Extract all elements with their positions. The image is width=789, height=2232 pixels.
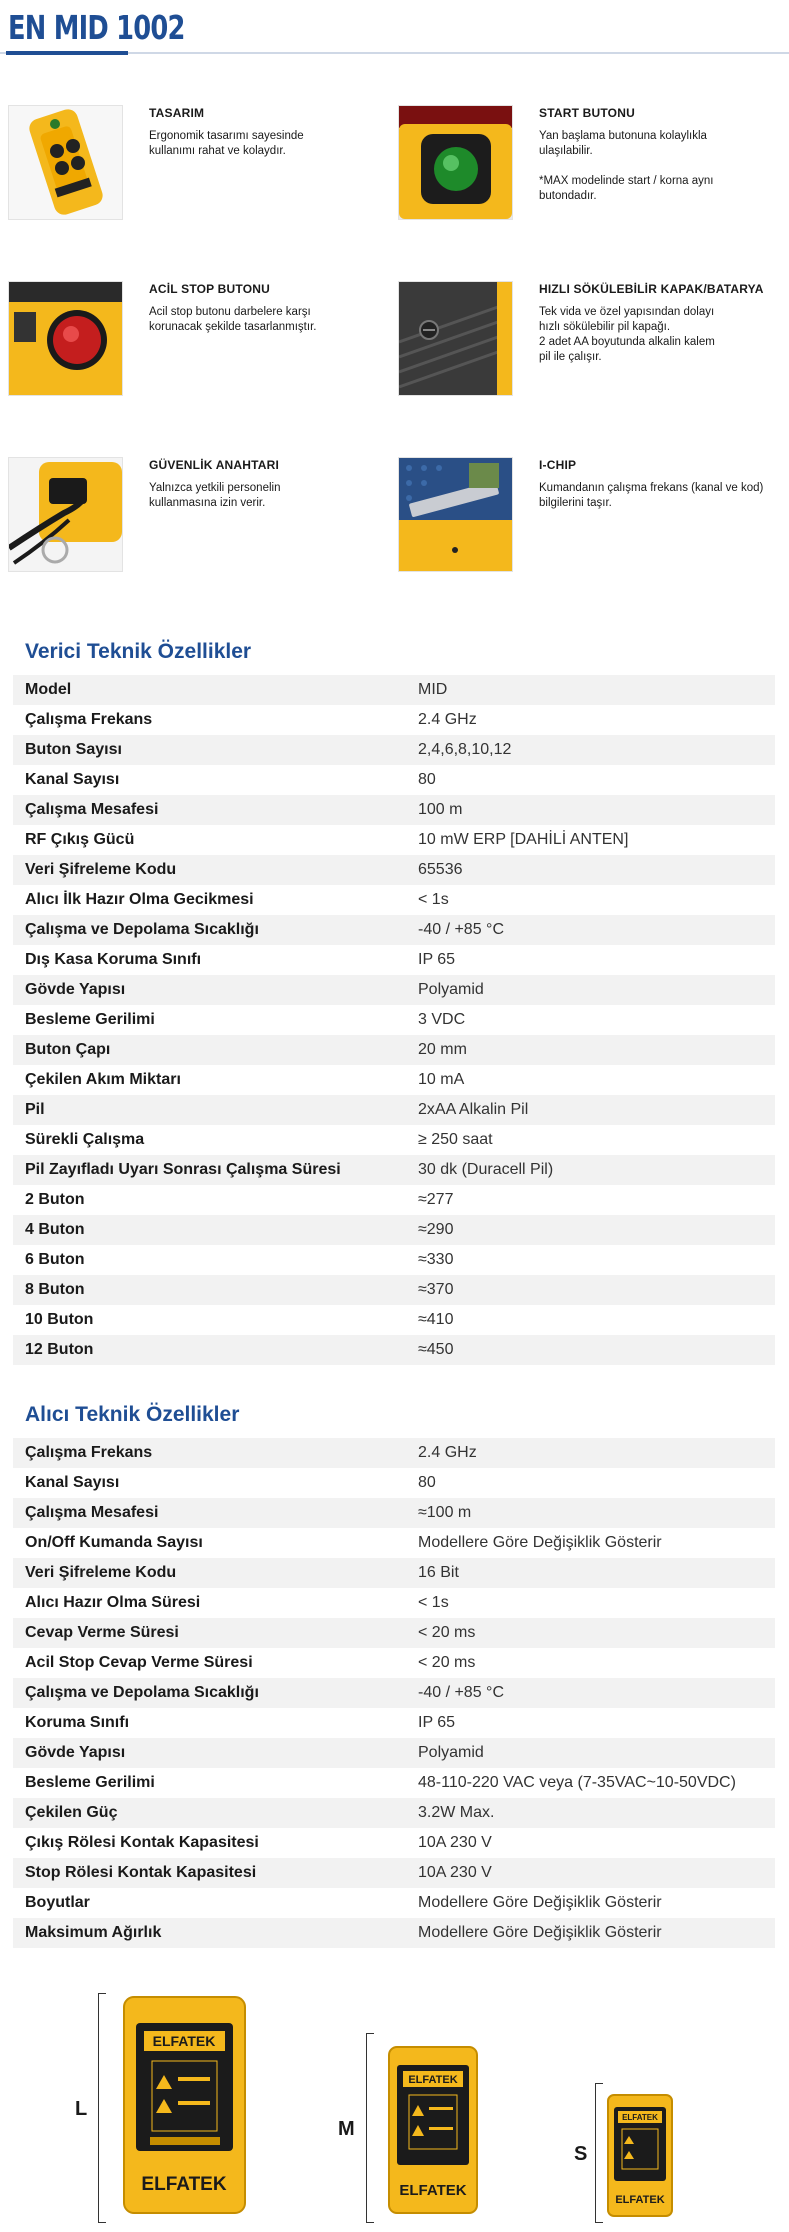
receiver-box-small [606, 2093, 674, 2223]
spec-row [13, 1468, 775, 1498]
spec-row [13, 1558, 775, 1588]
spec-row [13, 915, 775, 945]
size-label-m: M [338, 2118, 355, 2140]
chip-icon [398, 457, 513, 572]
spec-label: 2 Buton [25, 1191, 85, 1208]
spec-row [13, 675, 775, 705]
spec-value: Modellere Göre Değişiklik Gösterir [418, 1894, 662, 1911]
feature-title: I-CHIP [539, 458, 577, 472]
spec-value: 2.4 GHz [418, 711, 477, 728]
feature-guvenlik-anahtari [8, 457, 388, 572]
remote-control-icon [8, 105, 123, 220]
size-bracket-l [98, 1993, 106, 2223]
spec-label: On/Off Kumanda Sayısı [25, 1534, 203, 1551]
spec-label: Model [25, 681, 72, 698]
spec-row [13, 1335, 775, 1365]
spec-row [13, 1588, 775, 1618]
spec-value: ≈450 [418, 1341, 454, 1358]
spec-value: ≈370 [418, 1281, 454, 1298]
feature-tasarim [8, 105, 388, 220]
spec-value: 65536 [418, 861, 463, 878]
spec-label: Kanal Sayısı [25, 1474, 120, 1491]
spec-row [13, 735, 775, 765]
feature-acil-stop [8, 281, 388, 396]
feature-kapak-batarya [398, 281, 778, 396]
spec-row [13, 1438, 775, 1468]
spec-value: 10A 230 V [418, 1834, 492, 1851]
page-title: EN MID 1002 [8, 8, 185, 47]
spec-label: 6 Buton [25, 1251, 85, 1268]
spec-row [13, 1065, 775, 1095]
spec-value: -40 / +85 °C [418, 1684, 504, 1701]
feature-title: TASARIM [149, 106, 205, 120]
feature-description: Acil stop butonu darbelere karşı korunacak şekilde tasarlanmıştır. [149, 306, 317, 333]
spec-row [13, 1798, 775, 1828]
spec-label: Veri Şifreleme Kodu [25, 861, 177, 878]
feature-title: GÜVENLİK ANAHTARI [149, 458, 280, 472]
spec-value: < 20 ms [418, 1654, 476, 1671]
spec-label: Çekilen Güç [25, 1804, 118, 1821]
spec-row [13, 1828, 775, 1858]
spec-row [13, 1918, 775, 1948]
spec-label: Boyutlar [25, 1894, 90, 1911]
spec-label: Besleme Gerilimi [25, 1774, 155, 1791]
spec-label: Pil [25, 1101, 45, 1118]
product-brand-top: ELFATEK [152, 2033, 216, 2049]
spec-value: ≈330 [418, 1251, 454, 1268]
spec-value: 3 VDC [418, 1011, 466, 1028]
spec-label: Çalışma Mesafesi [25, 1504, 159, 1521]
spec-label: Kanal Sayısı [25, 771, 120, 788]
start-button-icon [398, 105, 513, 220]
spec-row [13, 885, 775, 915]
product-brand: ELFATEK [141, 2174, 227, 2195]
spec-row [13, 1708, 775, 1738]
spec-row [13, 1125, 775, 1155]
spec-label: Çalışma Frekans [25, 1444, 153, 1461]
spec-value: < 20 ms [418, 1624, 476, 1641]
feature-title: ACİL STOP BUTONU [149, 282, 270, 296]
spec-value: 30 dk (Duracell Pil) [418, 1161, 554, 1178]
spec-value: IP 65 [418, 1714, 456, 1731]
spec-label: Sürekli Çalışma [25, 1131, 145, 1148]
spec-label: Veri Şifreleme Kodu [25, 1564, 177, 1581]
feature-title: START BUTONU [539, 106, 635, 120]
spec-row [13, 1618, 775, 1648]
spec-label: Çıkış Rölesi Kontak Kapasitesi [25, 1834, 259, 1851]
receiver-box-large [122, 1995, 247, 2220]
spec-label: Dış Kasa Koruma Sınıfı [25, 951, 202, 968]
spec-value: 10A 230 V [418, 1864, 492, 1881]
spec-value: IP 65 [418, 951, 456, 968]
spec-value: 48-110-220 VAC veya (7-35VAC~10-50VDC) [418, 1774, 736, 1791]
emergency-stop-icon [8, 281, 123, 396]
spec-label: Alıcı İlk Hazır Olma Gecikmesi [25, 891, 254, 908]
feature-i-chip [398, 457, 778, 572]
spec-value: Polyamid [418, 981, 484, 998]
spec-row [13, 1498, 775, 1528]
spec-row [13, 975, 775, 1005]
product-brand-top: ELFATEK [622, 2113, 658, 2122]
spec-row [13, 1005, 775, 1035]
page-header [0, 0, 789, 58]
spec-value: 20 mm [418, 1041, 467, 1058]
spec-value: ≈290 [418, 1221, 454, 1238]
spec-value: ≈100 m [418, 1504, 472, 1521]
spec-label: Buton Sayısı [25, 741, 122, 758]
spec-label: Cevap Verme Süresi [25, 1624, 179, 1641]
product-brand-top: ELFATEK [408, 2074, 458, 2086]
spec-label: Çalışma ve Depolama Sıcaklığı [25, 921, 259, 938]
feature-description: Yan başlama butonuna kolaylıkla ulaşılabilir. *MAX modelinde start / korna aynı butondadır. [539, 130, 714, 202]
spec-row [13, 1245, 775, 1275]
spec-row [13, 1275, 775, 1305]
spec-label: Çalışma Mesafesi [25, 801, 159, 818]
spec-value: Modellere Göre Değişiklik Gösterir [418, 1534, 662, 1551]
spec-label: Çalışma ve Depolama Sıcaklığı [25, 1684, 259, 1701]
feature-description: Kumandanın çalışma frekans (kanal ve kod) bilgilerini taşır. [539, 482, 764, 509]
spec-value: < 1s [418, 1594, 449, 1611]
spec-row [13, 795, 775, 825]
spec-label: Çalışma Frekans [25, 711, 153, 728]
product-brand: ELFATEK [399, 2182, 467, 2199]
feature-description: Yalnızca yetkili personelin kullanmasına izin verir. [149, 482, 281, 509]
spec-row [13, 1305, 775, 1335]
spec-label: Pil Zayıfladı Uyarı Sonrası Çalışma Süresi [25, 1161, 341, 1178]
spec-label: Gövde Yapısı [25, 981, 126, 998]
size-bracket-m [366, 2033, 374, 2223]
spec-value: 2.4 GHz [418, 1444, 477, 1461]
spec-value: -40 / +85 °C [418, 921, 504, 938]
spec-row [13, 945, 775, 975]
spec-label: Acil Stop Cevap Verme Süresi [25, 1654, 253, 1671]
header-accent-bar [6, 51, 128, 55]
spec-row [13, 1888, 775, 1918]
spec-label: Maksimum Ağırlık [25, 1924, 162, 1941]
spec-value: ≈410 [418, 1311, 454, 1328]
spec-row [13, 1768, 775, 1798]
size-bracket-s [595, 2083, 603, 2223]
feature-title: HIZLI SÖKÜLEBİLİR KAPAK/BATARYA [539, 282, 764, 296]
spec-row [13, 1095, 775, 1125]
spec-value: 80 [418, 1474, 436, 1491]
spec-row [13, 855, 775, 885]
security-key-icon [8, 457, 123, 572]
spec-label: 10 Buton [25, 1311, 94, 1328]
spec-label: Buton Çapı [25, 1041, 111, 1058]
spec-value: 10 mW ERP [DAHİLİ ANTEN] [418, 831, 629, 848]
spec-row [13, 1215, 775, 1245]
spec-value: 2xAA Alkalin Pil [418, 1101, 529, 1118]
spec-label: 12 Buton [25, 1341, 94, 1358]
size-label-s: S [574, 2143, 588, 2165]
product-brand: ELFATEK [615, 2194, 665, 2206]
spec-value: ≥ 250 saat [418, 1131, 493, 1148]
spec-row [13, 765, 775, 795]
receiver-section-title: Alıcı Teknik Özellikler [25, 1403, 240, 1426]
spec-value: ≈277 [418, 1191, 454, 1208]
spec-value: 16 Bit [418, 1564, 459, 1581]
spec-row [13, 1858, 775, 1888]
spec-value: 100 m [418, 801, 463, 818]
spec-value: 80 [418, 771, 436, 788]
spec-value: 2,4,6,8,10,12 [418, 741, 512, 758]
feature-description: Tek vida ve özel yapısından dolayı hızlı sökülebilir pil kapağı. 2 adet AA boyutunda alkalin kalem pil ile çalışır. [539, 306, 715, 363]
spec-row [13, 1738, 775, 1768]
spec-label: Koruma Sınıfı [25, 1714, 130, 1731]
spec-label: Gövde Yapısı [25, 1744, 126, 1761]
spec-row [13, 1678, 775, 1708]
spec-row [13, 1648, 775, 1678]
spec-label: RF Çıkış Gücü [25, 831, 135, 848]
spec-label: Çekilen Akım Miktarı [25, 1071, 181, 1088]
spec-value: Polyamid [418, 1744, 484, 1761]
spec-value: Modellere Göre Değişiklik Gösterir [418, 1924, 662, 1941]
receiver-box-medium [387, 2045, 479, 2220]
spec-row [13, 705, 775, 735]
feature-description: Ergonomik tasarımı sayesinde kullanımı rahat ve kolaydır. [149, 130, 304, 157]
spec-row [13, 825, 775, 855]
transmitter-section-title: Verici Teknik Özellikler [25, 640, 252, 663]
spec-row [13, 1528, 775, 1558]
receiver-spec-table [13, 1438, 775, 1948]
spec-value: < 1s [418, 891, 449, 908]
transmitter-spec-table [13, 675, 775, 1365]
spec-value: 10 mA [418, 1071, 465, 1088]
spec-label: Besleme Gerilimi [25, 1011, 155, 1028]
spec-label: Stop Rölesi Kontak Kapasitesi [25, 1864, 257, 1881]
spec-value: 3.2W Max. [418, 1804, 495, 1821]
spec-row [13, 1035, 775, 1065]
feature-start-butonu [398, 105, 778, 220]
spec-label: 8 Buton [25, 1281, 85, 1298]
spec-row [13, 1155, 775, 1185]
battery-cover-icon [398, 281, 513, 396]
spec-label: 4 Buton [25, 1221, 85, 1238]
spec-row [13, 1185, 775, 1215]
spec-value: MID [418, 681, 448, 698]
spec-label: Alıcı Hazır Olma Süresi [25, 1594, 201, 1611]
size-label-l: L [75, 2098, 88, 2120]
